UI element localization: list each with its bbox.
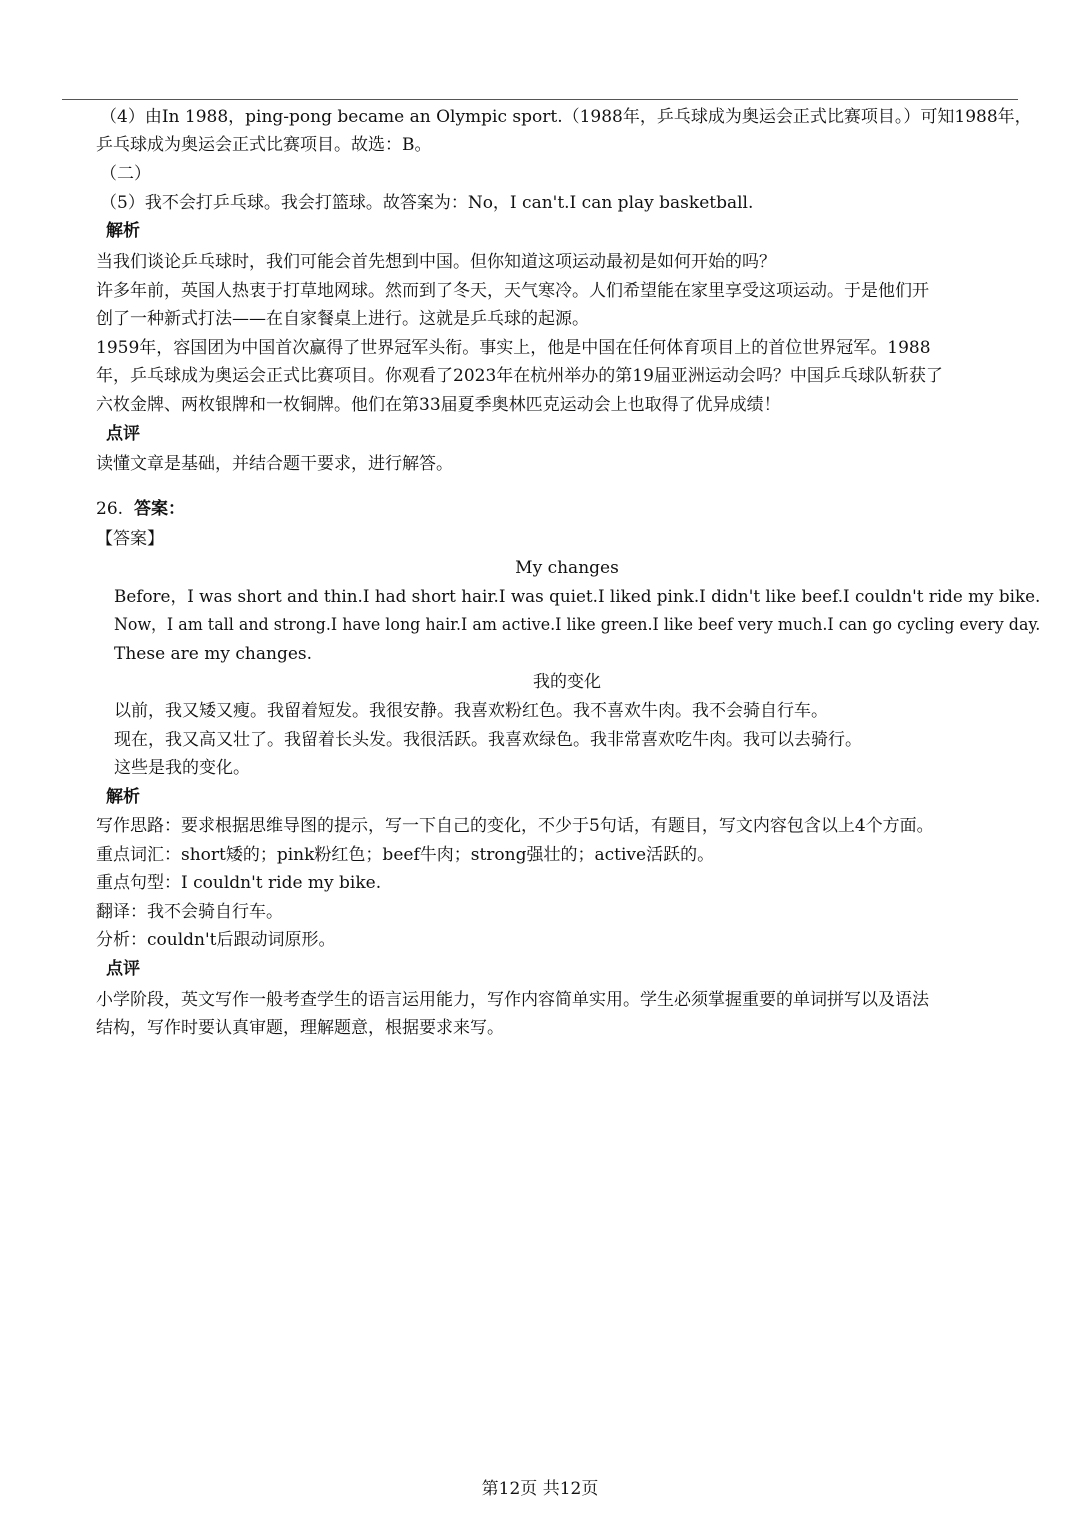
answer-4-line-1: （4）由In 1988，ping-pong became an Olympic sport.（1988年，乒乓球成为奥运会正式比赛项目。）可知1988年， xyxy=(100,107,1032,127)
translation-title: 我的变化 xyxy=(533,672,601,692)
comment-heading: 点评 xyxy=(106,959,140,979)
essay-line: Before，I was short and thin.I had short hair.I was quiet.I liked pink.I didn't like beef.I couldn't ride my bike. xyxy=(114,587,1041,607)
analysis-line: 许多年前，英国人热衷于打草地网球。然而到了冬天，天气寒冷。人们希望能在家里享受这项运动。于是他们开 xyxy=(96,281,929,301)
comment-heading: 点评 xyxy=(106,424,140,444)
analysis-line: 重点句型：I couldn't ride my bike. xyxy=(96,873,382,893)
translation-line: 现在，我又高又壮了。我留着长头发。我很活跃。我喜欢绿色。我非常喜欢吃牛肉。我可以去骑行。 xyxy=(114,730,862,750)
answer-tag: 【答案】 xyxy=(96,529,164,549)
essay-line: These are my changes. xyxy=(114,644,313,664)
comment-line: 小学阶段，英文写作一般考查学生的语言运用能力，写作内容简单实用。学生必须掌握重要的单词拼写以及语法 xyxy=(96,990,929,1010)
question-number: 26. xyxy=(96,499,124,519)
analysis-line: 当我们谈论乒乓球时，我们可能会首先想到中国。但你知道这项运动最初是如何开始的吗？ xyxy=(96,252,776,272)
essay-title: My changes xyxy=(515,558,619,578)
answer-4-line-2: 乒乓球成为奥运会正式比赛项目。故选：B。 xyxy=(96,135,432,155)
analysis-line: 分析：couldn't后跟动词原形。 xyxy=(96,930,336,950)
analysis-heading: 解析 xyxy=(106,787,140,807)
essay-line: Now，I am tall and strong.I have long hair.I am active.I like green.I like beef very much.I can go cycling every day. xyxy=(114,615,1041,635)
analysis-line: 重点词汇：short矮的；pink粉红色；beef牛肉；strong强壮的；active活跃的。 xyxy=(96,845,715,865)
header-rule xyxy=(62,99,1018,100)
answer-5: （5）我不会打乒乓球。我会打篮球。故答案为：No，I can't.I can play basketball. xyxy=(100,193,754,213)
analysis-line: 翻译：我不会骑自行车。 xyxy=(96,902,283,922)
page-footer: 第12页 共12页 xyxy=(481,1479,599,1499)
analysis-heading: 解析 xyxy=(106,221,140,241)
translation-line: 这些是我的变化。 xyxy=(114,758,250,778)
answer-heading: 答案： xyxy=(134,499,185,519)
analysis-line: 年，乒乓球成为奥运会正式比赛项目。你观看了2023年在杭州举办的第19届亚洲运动会吗？中国乒乓球队斩获了 xyxy=(96,366,943,386)
analysis-line: 写作思路：要求根据思维导图的提示，写一下自己的变化，不少于5句话，有题目，写文内容包含以上4个方面。 xyxy=(96,816,934,836)
analysis-line: 六枚金牌、两枚银牌和一枚铜牌。他们在第33届夏季奥林匹克运动会上也取得了优异成绩！ xyxy=(96,395,781,415)
part-two-label: （二） xyxy=(100,164,151,184)
analysis-line: 1959年，容国团为中国首次赢得了世界冠军头衔。事实上，他是中国在任何体育项目上的首位世界冠军。1988 xyxy=(96,338,931,358)
translation-line: 以前，我又矮又瘦。我留着短发。我很安静。我喜欢粉红色。我不喜欢牛肉。我不会骑自行车。 xyxy=(114,701,828,721)
analysis-line: 创了一种新式打法——在自家餐桌上进行。这就是乒乓球的起源。 xyxy=(96,309,589,329)
comment-text: 读懂文章是基础，并结合题干要求，进行解答。 xyxy=(96,454,453,474)
comment-line: 结构，写作时要认真审题，理解题意，根据要求来写。 xyxy=(96,1018,504,1038)
